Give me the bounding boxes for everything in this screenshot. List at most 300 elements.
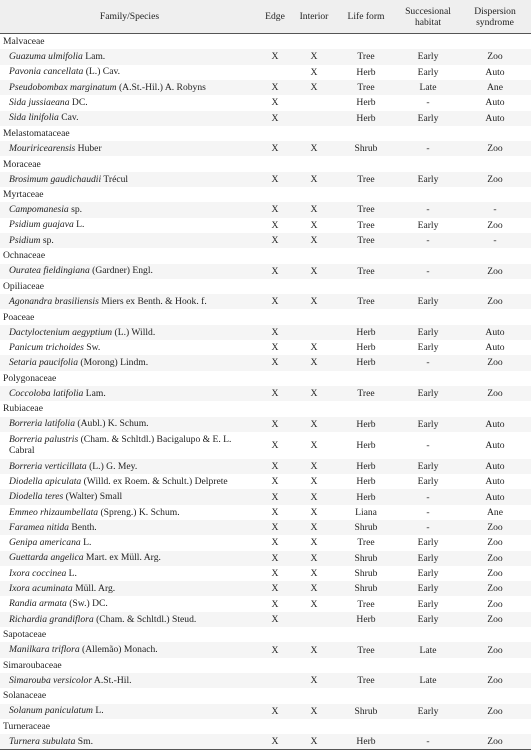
family-row bbox=[0, 719, 531, 734]
edge-mark: X bbox=[271, 235, 279, 247]
species-name bbox=[9, 264, 259, 279]
table-row bbox=[0, 474, 531, 489]
interior-mark bbox=[296, 111, 332, 126]
table-row bbox=[0, 432, 531, 459]
table-row bbox=[0, 233, 531, 248]
family-name: Solanaceae bbox=[3, 690, 47, 702]
family-row bbox=[0, 279, 531, 294]
species-scientific-name: Randia armata bbox=[9, 598, 67, 610]
dispersion-cell: Zoo bbox=[487, 143, 503, 155]
interior-mark: X bbox=[310, 644, 318, 656]
interior-mark: X bbox=[310, 82, 318, 94]
life-form-cell: Tree bbox=[357, 235, 375, 247]
species-scientific-name: Campomanesia bbox=[9, 204, 69, 216]
species-name bbox=[9, 520, 259, 535]
habitat-cell: Early bbox=[417, 326, 439, 338]
species-authority: Miers ex Benth. & Hook. f. bbox=[98, 295, 207, 307]
species-scientific-name: Borreria latifolia bbox=[9, 418, 76, 430]
species-scientific-name: Diodella teres bbox=[9, 491, 64, 503]
edge-mark: X bbox=[271, 491, 279, 503]
interior-mark: X bbox=[310, 460, 318, 472]
life-form-cell: Tree bbox=[357, 82, 375, 94]
habitat-cell: Early bbox=[417, 51, 439, 63]
species-scientific-name: Simarouba versicolor bbox=[9, 674, 93, 686]
species-name bbox=[9, 95, 259, 110]
family-name: Moraceae bbox=[3, 158, 41, 170]
table-row bbox=[0, 340, 531, 355]
interior-mark: X bbox=[310, 265, 318, 277]
dispersion-cell: Ane bbox=[487, 506, 503, 518]
family-row bbox=[0, 248, 531, 263]
table-row bbox=[0, 597, 531, 612]
life-form-cell: Shrub bbox=[354, 522, 378, 534]
life-form-cell: Herb bbox=[356, 97, 376, 109]
species-name bbox=[9, 581, 259, 596]
species-scientific-name: Panicum trichoides bbox=[9, 341, 84, 353]
dispersion-cell: Auto bbox=[485, 418, 505, 430]
species-scientific-name: Ixora coccinea bbox=[9, 567, 67, 579]
edge-mark: X bbox=[271, 537, 279, 549]
table-row bbox=[0, 172, 531, 187]
species-name bbox=[9, 325, 259, 340]
interior-mark: X bbox=[310, 598, 318, 610]
dispersion-cell: Zoo bbox=[487, 613, 503, 625]
family-name: Myrtaceae bbox=[3, 189, 44, 201]
table-header bbox=[0, 0, 531, 34]
table-row bbox=[0, 218, 531, 233]
habitat-cell: - bbox=[426, 357, 430, 369]
species-name bbox=[9, 80, 259, 95]
edge-mark: X bbox=[271, 143, 279, 155]
edge-mark: X bbox=[271, 296, 279, 308]
species-authority: (A.St.-Hil.) A. Robyns bbox=[116, 81, 206, 93]
life-form-cell: Herb bbox=[356, 342, 376, 354]
dispersion-cell: Zoo bbox=[487, 219, 503, 231]
species-scientific-name: Brosimum gaudichaudii bbox=[9, 173, 102, 185]
dispersion-cell: Zoo bbox=[487, 357, 503, 369]
life-form-cell: Herb bbox=[356, 460, 376, 472]
species-scientific-name: Pavonia cancellata bbox=[9, 66, 84, 78]
species-name bbox=[9, 202, 259, 217]
species-scientific-name: Genipa americana bbox=[9, 537, 81, 549]
species-scientific-name: Ouratea fieldingiana bbox=[9, 265, 90, 277]
table-row bbox=[0, 141, 531, 156]
life-form-cell: Herb bbox=[356, 476, 376, 488]
family-name: Simaroubaceae bbox=[3, 659, 62, 671]
species-authority: Trécul bbox=[101, 173, 129, 185]
interior-mark: X bbox=[310, 476, 318, 488]
dispersion-cell: Zoo bbox=[487, 537, 503, 549]
species-name bbox=[9, 294, 259, 309]
habitat-cell: Early bbox=[417, 598, 439, 610]
species-scientific-name: Sida linifolia bbox=[9, 112, 59, 124]
interior-mark bbox=[296, 612, 332, 627]
species-authority: sp. bbox=[68, 204, 83, 216]
table-row bbox=[0, 65, 531, 80]
species-name bbox=[9, 566, 259, 581]
edge-mark: X bbox=[271, 265, 279, 277]
edge-mark: X bbox=[271, 568, 279, 580]
species-scientific-name: Sida jussiaeana bbox=[9, 97, 70, 109]
species-authority: (Walter) Small bbox=[63, 491, 123, 503]
family-name: Malvaceae bbox=[3, 36, 45, 48]
species-scientific-name: Dactyloctenium aegyptium bbox=[9, 326, 113, 338]
habitat-cell: Early bbox=[417, 568, 439, 580]
habitat-cell: - bbox=[426, 439, 430, 451]
edge-mark: X bbox=[271, 219, 279, 231]
life-form-cell: Tree bbox=[357, 296, 375, 308]
habitat-cell: - bbox=[426, 97, 430, 109]
species-scientific-name: Borreria palustris bbox=[9, 433, 79, 445]
dispersion-cell: Zoo bbox=[487, 388, 503, 400]
species-scientific-name: Borreria verticillata bbox=[9, 460, 87, 472]
species-scientific-name: Faramea nitida bbox=[9, 521, 69, 533]
life-form-cell: Herb bbox=[356, 357, 376, 369]
life-form-cell: Herb bbox=[356, 112, 376, 124]
interior-mark: X bbox=[310, 506, 318, 518]
edge-mark: X bbox=[271, 97, 279, 109]
interior-mark: X bbox=[310, 219, 318, 231]
family-name: Opiliaceae bbox=[3, 280, 45, 292]
species-name bbox=[9, 386, 259, 401]
dispersion-cell: Auto bbox=[485, 66, 505, 78]
table-row bbox=[0, 355, 531, 370]
species-authority: (L.) Cav. bbox=[83, 66, 121, 78]
species-authority: Sm. bbox=[75, 736, 93, 748]
interior-mark bbox=[296, 95, 332, 110]
edge-mark: X bbox=[271, 598, 279, 610]
species-scientific-name: Psidium bbox=[9, 234, 41, 246]
species-authority: Müll. Arg. bbox=[72, 583, 116, 595]
species-authority: sp. bbox=[40, 234, 54, 246]
dispersion-cell: Zoo bbox=[487, 173, 503, 185]
habitat-cell: Early bbox=[417, 219, 439, 231]
dispersion-cell: - bbox=[493, 235, 497, 247]
dispersion-cell: Auto bbox=[485, 97, 505, 109]
table-row bbox=[0, 49, 531, 64]
family-name: Polygonaceae bbox=[3, 372, 57, 384]
species-name bbox=[9, 141, 259, 156]
dispersion-cell: Zoo bbox=[487, 736, 503, 748]
edge-mark: X bbox=[271, 357, 279, 369]
species-authority: L. bbox=[66, 567, 77, 579]
interior-mark: X bbox=[310, 583, 318, 595]
species-authority: Mart. ex Müll. Arg. bbox=[83, 552, 161, 564]
species-scientific-name: Manilkara triflora bbox=[9, 644, 80, 656]
table-row bbox=[0, 520, 531, 535]
species-name bbox=[9, 49, 259, 64]
species-name bbox=[9, 340, 259, 355]
life-form-cell: Herb bbox=[356, 613, 376, 625]
family-row bbox=[0, 401, 531, 416]
dispersion-cell: Zoo bbox=[487, 675, 503, 687]
edge-mark: X bbox=[271, 522, 279, 534]
habitat-cell: - bbox=[426, 265, 430, 277]
interior-mark: X bbox=[310, 439, 318, 451]
species-scientific-name: Setaria paucifolia bbox=[9, 357, 79, 369]
interior-mark: X bbox=[310, 51, 318, 63]
interior-mark: X bbox=[310, 143, 318, 155]
species-authority: (Cham. & Schltdl.) Bacigalupo & E. L. Cabral bbox=[9, 433, 232, 457]
header-edge: Edge bbox=[265, 11, 285, 22]
habitat-cell: Late bbox=[419, 644, 437, 656]
edge-mark: X bbox=[271, 644, 279, 656]
species-name bbox=[9, 65, 259, 80]
species-authority: (Allemão) Monach. bbox=[79, 644, 158, 656]
habitat-cell: Early bbox=[417, 66, 439, 78]
species-name bbox=[9, 417, 259, 432]
table-row bbox=[0, 581, 531, 596]
species-name bbox=[9, 612, 259, 627]
edge-mark: X bbox=[271, 204, 279, 216]
table-bottom-rule bbox=[0, 749, 531, 750]
species-name bbox=[9, 172, 259, 187]
edge-mark bbox=[259, 65, 291, 80]
life-form-cell: Shrub bbox=[354, 583, 378, 595]
dispersion-cell: Zoo bbox=[487, 265, 503, 277]
edge-mark: X bbox=[271, 82, 279, 94]
habitat-cell: - bbox=[426, 491, 430, 503]
dispersion-cell: Auto bbox=[485, 476, 505, 488]
species-authority: DC. bbox=[69, 97, 88, 109]
family-name: Poaceae bbox=[3, 311, 35, 323]
habitat-cell: - bbox=[426, 235, 430, 247]
species-authority: Benth. bbox=[68, 521, 97, 533]
habitat-cell: Early bbox=[417, 342, 439, 354]
table-row bbox=[0, 535, 531, 550]
dispersion-cell: Ane bbox=[487, 82, 503, 94]
species-name bbox=[9, 704, 259, 719]
family-row bbox=[0, 309, 531, 324]
dispersion-cell: Zoo bbox=[487, 552, 503, 564]
interior-mark: X bbox=[310, 522, 318, 534]
habitat-cell: Early bbox=[417, 476, 439, 488]
dispersion-cell: Zoo bbox=[487, 522, 503, 534]
life-form-cell: Tree bbox=[357, 51, 375, 63]
edge-mark: X bbox=[271, 613, 279, 625]
species-authority: L. bbox=[73, 219, 85, 231]
table-row bbox=[0, 417, 531, 432]
species-authority: L. bbox=[80, 537, 92, 549]
life-form-cell: Shrub bbox=[354, 705, 378, 717]
dispersion-cell: Zoo bbox=[487, 296, 503, 308]
edge-mark: X bbox=[271, 51, 279, 63]
table-row bbox=[0, 612, 531, 627]
species-name bbox=[9, 597, 259, 612]
species-authority: Lam. bbox=[83, 387, 106, 399]
habitat-cell: Early bbox=[417, 418, 439, 430]
edge-mark: X bbox=[271, 112, 279, 124]
species-name bbox=[9, 551, 259, 566]
interior-mark: X bbox=[310, 342, 318, 354]
habitat-cell: - bbox=[426, 204, 430, 216]
table-row bbox=[0, 642, 531, 657]
header-successional-habitat: Succesional habitat bbox=[405, 5, 451, 28]
table-row bbox=[0, 551, 531, 566]
species-name bbox=[9, 474, 259, 489]
dispersion-cell: - bbox=[493, 204, 497, 216]
species-authority: Huber bbox=[75, 142, 102, 154]
species-authority: (L.) Willd. bbox=[112, 326, 156, 338]
life-form-cell: Herb bbox=[356, 66, 376, 78]
interior-mark bbox=[296, 325, 332, 340]
family-row bbox=[0, 156, 531, 171]
species-name bbox=[9, 642, 259, 657]
family-row bbox=[0, 187, 531, 202]
habitat-cell: Early bbox=[417, 112, 439, 124]
family-row bbox=[0, 34, 531, 49]
interior-mark: X bbox=[310, 537, 318, 549]
edge-mark: X bbox=[271, 439, 279, 451]
life-form-cell: Herb bbox=[356, 439, 376, 451]
species-name bbox=[9, 489, 259, 504]
family-row bbox=[0, 126, 531, 141]
dispersion-cell: Auto bbox=[485, 326, 505, 338]
habitat-cell: - bbox=[426, 522, 430, 534]
life-form-cell: Tree bbox=[357, 173, 375, 185]
header-dispersion-syndrome: Dispersion syndrome bbox=[474, 5, 516, 28]
species-name bbox=[9, 111, 259, 126]
interior-mark: X bbox=[310, 675, 318, 687]
life-form-cell: Herb bbox=[356, 418, 376, 430]
header-life-form: Life form bbox=[347, 11, 385, 22]
dispersion-cell: Zoo bbox=[487, 644, 503, 656]
interior-mark: X bbox=[310, 491, 318, 503]
species-name bbox=[9, 535, 259, 550]
species-scientific-name: Psidium guajava bbox=[9, 219, 74, 231]
table-row bbox=[0, 734, 531, 749]
life-form-cell: Shrub bbox=[354, 568, 378, 580]
dispersion-cell: Zoo bbox=[487, 51, 503, 63]
family-row bbox=[0, 658, 531, 673]
species-authority: Cav. bbox=[58, 112, 79, 124]
species-authority: Lam. bbox=[82, 51, 106, 63]
habitat-cell: Early bbox=[417, 460, 439, 472]
edge-mark: X bbox=[271, 476, 279, 488]
table-row bbox=[0, 95, 531, 110]
table-row bbox=[0, 386, 531, 401]
edge-mark: X bbox=[271, 388, 279, 400]
habitat-cell: Early bbox=[417, 552, 439, 564]
table-row bbox=[0, 264, 531, 279]
table-row bbox=[0, 505, 531, 520]
edge-mark: X bbox=[271, 173, 279, 185]
interior-mark: X bbox=[310, 418, 318, 430]
life-form-cell: Shrub bbox=[354, 143, 378, 155]
life-form-cell: Tree bbox=[357, 265, 375, 277]
habitat-cell: - bbox=[426, 143, 430, 155]
edge-mark: X bbox=[271, 460, 279, 472]
dispersion-cell: Zoo bbox=[487, 583, 503, 595]
species-scientific-name: Diodella apiculata bbox=[9, 475, 82, 487]
species-name bbox=[9, 355, 259, 370]
family-row bbox=[0, 371, 531, 386]
species-scientific-name: Pseudobombax marginatum bbox=[9, 81, 117, 93]
dispersion-cell: Zoo bbox=[487, 705, 503, 717]
dispersion-cell: Auto bbox=[485, 491, 505, 503]
family-name: Turneraceae bbox=[3, 721, 51, 733]
species-name bbox=[9, 505, 259, 520]
life-form-cell: Herb bbox=[356, 326, 376, 338]
interior-mark: X bbox=[310, 204, 318, 216]
edge-mark: X bbox=[271, 326, 279, 338]
table-row bbox=[0, 325, 531, 340]
life-form-cell: Tree bbox=[357, 219, 375, 231]
edge-mark: X bbox=[271, 705, 279, 717]
habitat-cell: Early bbox=[417, 173, 439, 185]
edge-mark bbox=[259, 673, 291, 688]
life-form-cell: Tree bbox=[357, 675, 375, 687]
interior-mark: X bbox=[310, 357, 318, 369]
table-row bbox=[0, 294, 531, 309]
interior-mark: X bbox=[310, 388, 318, 400]
interior-mark: X bbox=[310, 173, 318, 185]
table-row bbox=[0, 202, 531, 217]
species-scientific-name: Emmeo rhizaumbellata bbox=[9, 506, 99, 518]
species-name bbox=[9, 459, 259, 474]
species-authority: (Morong) Lindm. bbox=[78, 357, 149, 369]
habitat-cell: Early bbox=[417, 583, 439, 595]
species-scientific-name: Solanum paniculatum bbox=[9, 705, 93, 717]
dispersion-cell: Auto bbox=[485, 112, 505, 124]
species-authority: (Willd. ex Roem. & Schult.) Delprete bbox=[81, 475, 228, 487]
table-row bbox=[0, 111, 531, 126]
interior-mark: X bbox=[310, 296, 318, 308]
dispersion-cell: Auto bbox=[485, 439, 505, 451]
life-form-cell: Shrub bbox=[354, 552, 378, 564]
edge-mark: X bbox=[271, 552, 279, 564]
habitat-cell: Early bbox=[417, 613, 439, 625]
header-interior: Interior bbox=[299, 11, 329, 22]
species-scientific-name: Richardia grandiflora bbox=[9, 613, 94, 625]
table-row bbox=[0, 673, 531, 688]
interior-mark: X bbox=[310, 568, 318, 580]
species-authority: (Gardner) Engl. bbox=[89, 265, 153, 277]
species-authority: (Cham. & Schltdl.) Steud. bbox=[93, 613, 197, 625]
species-scientific-name: Coccoloba latifolia bbox=[9, 387, 84, 399]
dispersion-cell: Auto bbox=[485, 460, 505, 472]
species-name bbox=[9, 233, 259, 248]
habitat-cell: Early bbox=[417, 537, 439, 549]
edge-mark: X bbox=[271, 736, 279, 748]
table-row bbox=[0, 459, 531, 474]
life-form-cell: Tree bbox=[357, 388, 375, 400]
life-form-cell: Liana bbox=[355, 506, 377, 518]
species-authority: (Aubl.) K. Schum. bbox=[75, 418, 149, 430]
species-name bbox=[9, 734, 259, 749]
species-scientific-name: Guazuma ulmifolia bbox=[9, 51, 83, 63]
species-authority: L. bbox=[92, 705, 104, 717]
interior-mark: X bbox=[310, 736, 318, 748]
edge-mark: X bbox=[271, 506, 279, 518]
species-authority: (Spreng.) K. Schum. bbox=[98, 506, 180, 518]
family-row bbox=[0, 627, 531, 642]
habitat-cell: - bbox=[426, 736, 430, 748]
species-name bbox=[9, 432, 259, 459]
table-row bbox=[0, 704, 531, 719]
dispersion-cell: Zoo bbox=[487, 568, 503, 580]
species-scientific-name: Ixora acuminata bbox=[9, 583, 73, 595]
habitat-cell: Late bbox=[419, 675, 437, 687]
interior-mark: X bbox=[310, 552, 318, 564]
species-authority: (L.) G. Mey. bbox=[86, 460, 138, 472]
species-scientific-name: Turnera subulata bbox=[9, 736, 76, 748]
edge-mark: X bbox=[271, 418, 279, 430]
edge-mark: X bbox=[271, 342, 279, 354]
table-row bbox=[0, 489, 531, 504]
life-form-cell: Herb bbox=[356, 491, 376, 503]
table-row bbox=[0, 566, 531, 581]
